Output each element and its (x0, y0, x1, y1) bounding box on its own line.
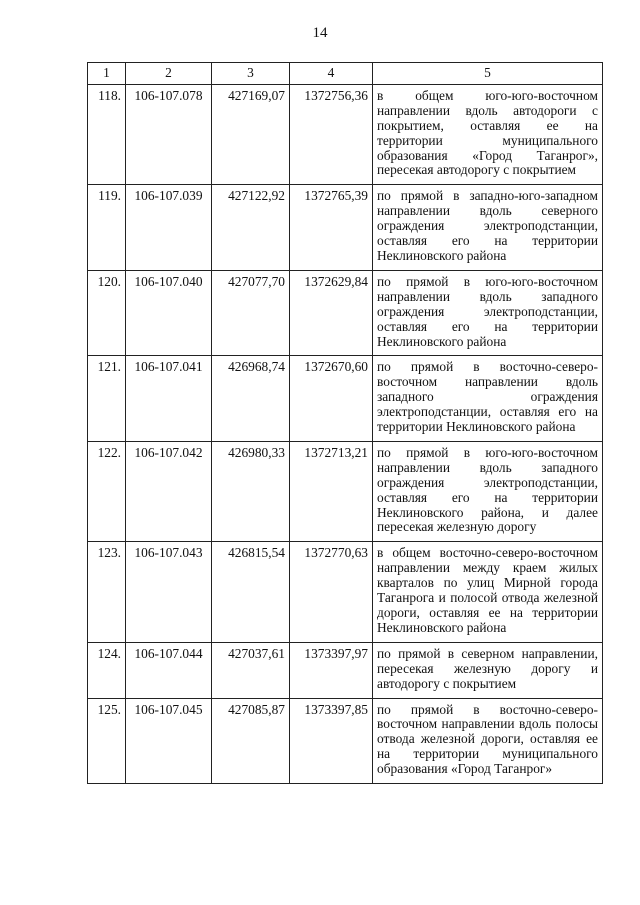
table-row (88, 356, 603, 442)
row-number: 125. (88, 698, 126, 784)
row-number: 124. (88, 642, 126, 698)
point-id: 106-107.078 (126, 84, 212, 184)
coord-y: 1372670,60 (290, 356, 373, 442)
boundary-description: в общем юго-юго-восточном направлении вдоль автодороги с покрытием, оставляя ее на территории муниципального образования «Город Таганрог», пересекая автодорогу с покрытием (373, 84, 603, 184)
table-row (88, 698, 603, 784)
header-col-y: 4 (290, 63, 373, 85)
coord-y: 1372770,63 (290, 542, 373, 642)
table-row (88, 185, 603, 271)
header-col-point-id: 2 (126, 63, 212, 85)
point-id: 106-107.045 (126, 698, 212, 784)
coord-y: 1372629,84 (290, 270, 373, 356)
coord-y: 1372765,39 (290, 185, 373, 271)
coord-x: 427085,87 (212, 698, 290, 784)
boundary-description: по прямой в северном направлении, пересекая железную дорогу и автодорогу с покрытием (373, 642, 603, 698)
coord-x: 426980,33 (212, 441, 290, 541)
point-id: 106-107.040 (126, 270, 212, 356)
row-number: 119. (88, 185, 126, 271)
coord-x: 427122,92 (212, 185, 290, 271)
table-header-row (88, 63, 603, 85)
coord-y: 1372756,36 (290, 84, 373, 184)
boundary-description: по прямой в восточно-северо-восточном направлении вдоль полосы отвода железной дороги, оставляя ее на территории муниципального образования «Город Таганрог» (373, 698, 603, 784)
coord-y: 1373397,97 (290, 642, 373, 698)
row-number: 123. (88, 542, 126, 642)
point-id: 106-107.041 (126, 356, 212, 442)
table-row (88, 642, 603, 698)
coord-x: 426968,74 (212, 356, 290, 442)
boundary-table (87, 62, 603, 784)
row-number: 122. (88, 441, 126, 541)
table-row (88, 542, 603, 642)
row-number: 121. (88, 356, 126, 442)
boundary-description: по прямой в западно-юго-западном направлении вдоль северного ограждения электроподстанции, оставляя его на территории Неклиновского района (373, 185, 603, 271)
header-col-number: 1 (88, 63, 126, 85)
row-number: 118. (88, 84, 126, 184)
boundary-description: по прямой в восточно-северо-восточном направлении вдоль западного ограждения электроподстанции, оставляя его на территории Неклиновского района (373, 356, 603, 442)
point-id: 106-107.043 (126, 542, 212, 642)
coord-x: 427169,07 (212, 84, 290, 184)
boundary-description: по прямой в юго-юго-восточном направлении вдоль западного ограждения электроподстанции, оставляя его на территории Неклиновского района (373, 270, 603, 356)
header-col-description: 5 (373, 63, 603, 85)
coord-x: 427077,70 (212, 270, 290, 356)
point-id: 106-107.039 (126, 185, 212, 271)
point-id: 106-107.042 (126, 441, 212, 541)
boundary-description: в общем восточно-северо-восточном направлении между краем жилых кварталов по улиц Мирной города Таганрога и полосой отвода железной дороги, оставляя ее на территории Неклиновского района (373, 542, 603, 642)
coord-x: 427037,61 (212, 642, 290, 698)
header-col-x: 3 (212, 63, 290, 85)
table-row (88, 441, 603, 541)
coord-x: 426815,54 (212, 542, 290, 642)
row-number: 120. (88, 270, 126, 356)
table-row (88, 84, 603, 184)
page-number: 14 (312, 25, 328, 41)
coord-y: 1373397,85 (290, 698, 373, 784)
boundary-description: по прямой в юго-юго-восточном направлении вдоль западного ограждения электроподстанции, оставляя его на территории Неклиновского района, и далее пересекая железную дорогу (373, 441, 603, 541)
point-id: 106-107.044 (126, 642, 212, 698)
table-row (88, 270, 603, 356)
coord-y: 1372713,21 (290, 441, 373, 541)
